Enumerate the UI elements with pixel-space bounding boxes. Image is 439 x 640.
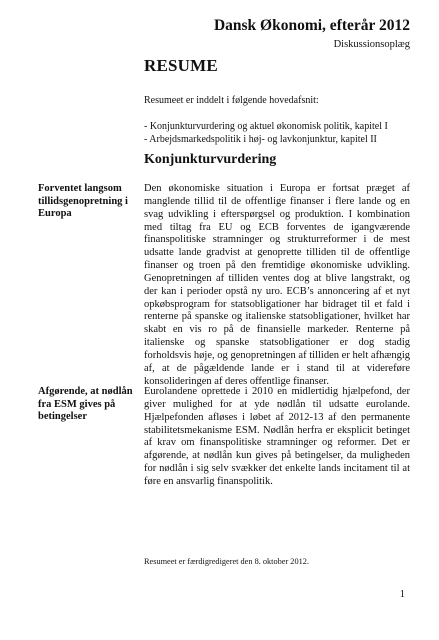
page-heading: RESUME [144, 56, 218, 75]
report-subtitle: Diskussionsoplæg [333, 39, 410, 50]
margin-heading: Forventet langsom tillidsgenopretning i Europa [38, 183, 128, 220]
section-heading: Konjunkturvurdering [144, 152, 277, 167]
report-title: Dansk Økonomi, efterår 2012 [213, 17, 410, 34]
footnote: Resumeet er færdigredigeret den 8. oktober 2012. [144, 557, 309, 566]
section-list [144, 121, 388, 146]
margin-heading: Afgørende, at nødlån fra ESM gives på betingelser [38, 386, 133, 423]
body-paragraph: Den økonomiske situation i Europa er fortsat præget af manglende tillid til de offentlige finanser i flere lande og en svag udvikling i efterspørgsel og produktion. I kombination med tiltag fra EU og ECB forventes de igangværende finanspolitiske stramninger og strukturreformer i de mest udsatte lande gradvist at genoprette tilliden til de offentlige finanser og troen på den fremtidige økonomiske udvikling. Genopretningen af tilliden ventes dog at blive langstrakt, og der kan i perioder opstå ny uro. ECB’s annoncering af et nyt opkøbsprogram for statsobligationer har bidraget til et fald i renterne på spanske og italienske statsobligationer, hvilket har skabt en vis ro på de finansielle markeder. Renterne på italienske og spanske statsobligationer er dog stadig forholdsvis høje, og genopretningen af tilliden er helt afhængig af, at de pågældende lande er i stand til at videreføre konsolideringen af deres offentlige finanser. [144, 183, 410, 387]
list-item: - Arbejdsmarkedspolitik i høj- og lavkonjunktur, kapitel II [144, 133, 377, 145]
intro-paragraph: Resumeet er inddelt i følgende hovedafsnit: [144, 95, 319, 106]
body-paragraph: Eurolandene oprettede i 2010 en midlertidig hjælpefond, der giver mulighed for at yde nødlån til udsatte eurolande. Hjælpefonden afløses i løbet af 2012-13 af den permanente stabilitetsmekanisme ESM. Nødlån herfra er eksplicit betinget af krav om finanspolitiske stramninger og reformer. Det er afgørende, at nødlån kun gives på betingelser, da muligheden for nødlån i sig selv svækker det enkelte lands incitament til at føre en ansvarlig finanspolitik. [144, 386, 410, 487]
list-item: - Konjunkturvurdering og aktuel økonomisk politik, kapitel I [144, 121, 388, 132]
page-number: 1 [399, 589, 405, 600]
